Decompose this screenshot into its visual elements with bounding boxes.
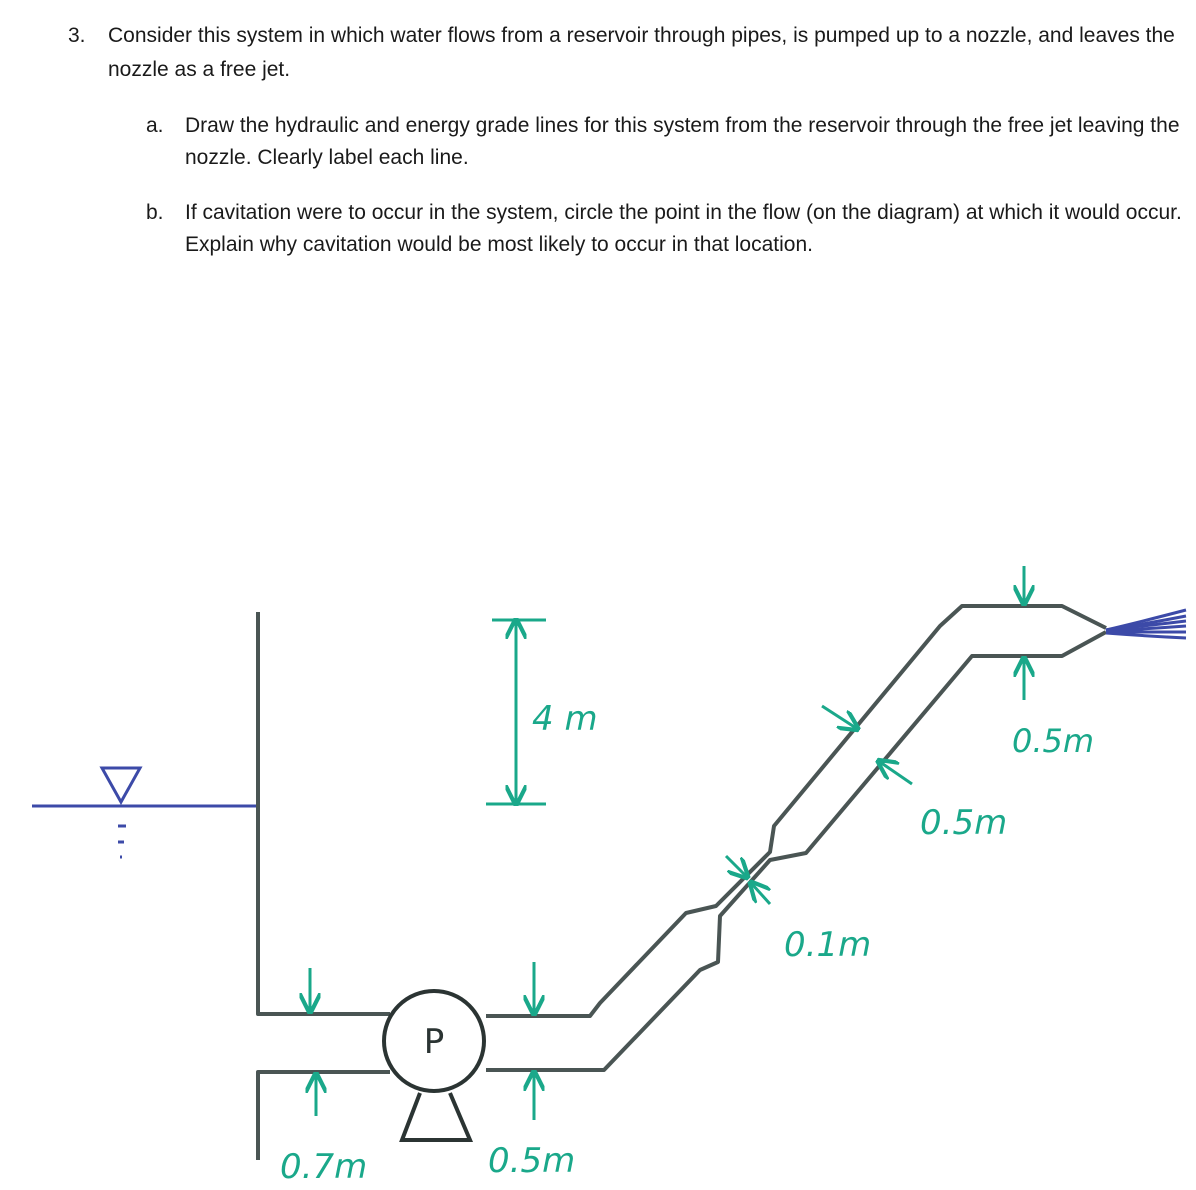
reservoir-water: [32, 768, 258, 857]
height-label: 4 m: [532, 699, 598, 739]
constriction-diameter-label: 0.1m: [784, 925, 872, 965]
question-number: 3.: [68, 24, 86, 47]
top-pipe-diameter-label: 0.5m: [1012, 722, 1095, 760]
dimension-labels: [280, 699, 1094, 1187]
pump-label: P: [423, 1022, 445, 1062]
part-a-text: Draw the hydraulic and energy grade lines for this system from the reservoir through the free jet leaving the nozzle. Clearly label each line.: [185, 114, 1180, 169]
part-b-label: b.: [146, 201, 164, 224]
upper-pipe-diameter-label: 0.5m: [920, 803, 1008, 843]
water-surface-triangle-icon: [102, 768, 140, 802]
pump-icon: [384, 991, 484, 1140]
pipe-outline: [258, 606, 1106, 1160]
question-text: Consider this system in which water flows from a reservoir through pipes, is pumped up to a nozzle, and leaves the nozzle as a free jet.: [108, 24, 1175, 81]
pump-outlet-diameter-label: 0.5m: [488, 1141, 576, 1181]
inlet-diameter-label: 0.7m: [280, 1147, 368, 1187]
free-jet-icon: [1106, 610, 1186, 638]
part-a-label: a.: [146, 114, 164, 137]
part-b-text: If cavitation were to occur in the system, circle the point in the flow (on the diagram) at which it would occur. Explain why cavitation would be most likely to occur in that location.: [185, 201, 1182, 256]
